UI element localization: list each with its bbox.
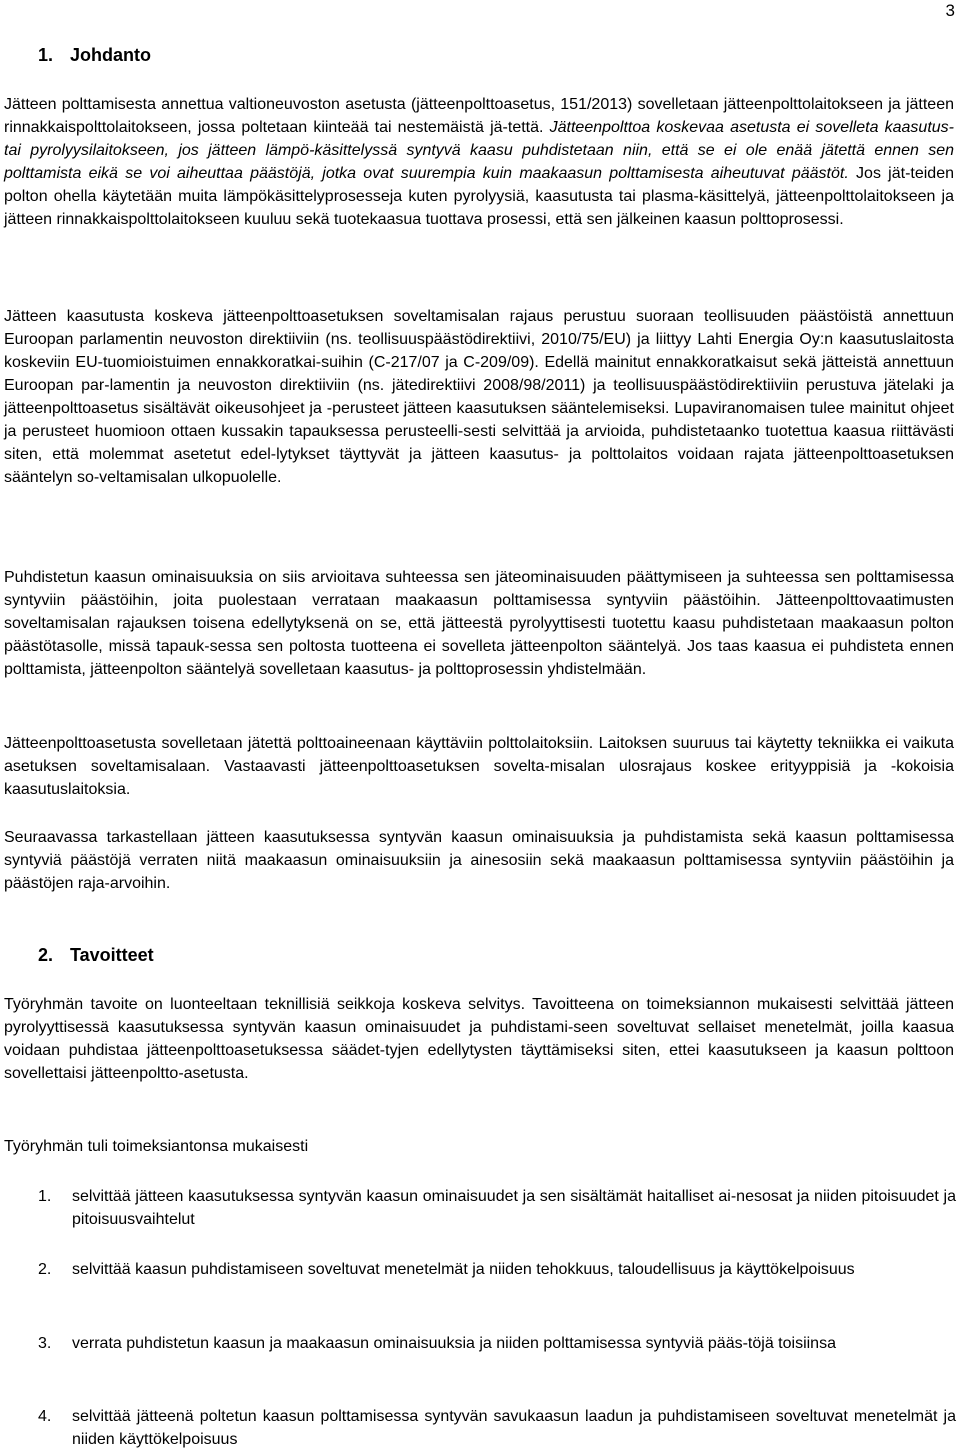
section-heading-johdanto <box>38 43 151 67</box>
list-item-number: 3. <box>38 1335 52 1352</box>
list-item-number: 4. <box>38 1408 52 1425</box>
paragraph-intro <box>4 93 954 231</box>
paragraph-italic-text: Jätteenpolttoa koskevaa asetusta ei sovelleta kaasutus- tai pyrolyysilaitokseen, jos jätteen lämpö-käsittelyssä syntyvä kaasu puhdistetaan niin, että se ei ole enää jätettä ennen sen polttamista eikä se voi aiheuttaa päästöjä, jotka ovat suurempia kuin maakaasun polttamisesta aiheutuvat päästöt. <box>4 119 954 182</box>
paragraph-tavoite: Työryhmän tavoite on luonteeltaan teknillisiä seikkoja koskeva selvitys. Tavoitteena on toimeksiannon mukaisesti selvittää jätteen pyrolyyttisessä kaasutuksessa syntyvän kaasun ominaisuudet ja puhdistami-seen soveltuvat sellaiset menetelmät, joilla kaasua voidaan puhdistaa jätteenpolttoasetuksessa säädet-tyjen edellytysten täyttämiseksi siten, ettei kaasutukseen ja kaasun polttoon sovellettaisi jätteenpoltto-asetusta. <box>4 996 954 1082</box>
paragraph-puhdistettu-kaasu: Puhdistetun kaasun ominaisuuksia on siis arvioitava suhteessa sen jäteominaisuuden päättymiseen ja suhteessa sen polttamisessa syntyviin päästöihin, joita puolestaan verrataan maakaasun polttamisessa syntyviin päästöihin. Jätteenpolttovaatimusten soveltamisalan rajauksen toisena edellytyksenä on se, että jätteestä pyrolyyttisesti tuotettu kaasu puhdistetaan maakaasun polton päästötasolle, missä tapauk-sessa sen poltosta tuotteena ei sovelleta jätteenpolton sääntelyä. Jos taas kaasua ei puhdisteta ennen polttamista, jätteenpolton sääntelyä sovelletaan kaasutus- ja polttoprosessin yhdistelmään. <box>4 569 954 678</box>
section-title: Tavoitteet <box>70 945 154 965</box>
list-item-text: selvittää jätteenä poltetun kaasun polttamisessa syntyvän savukaasun laadun ja puhdistamiseen soveltuvat menetelmät ja niiden käyttökelpoisuus <box>72 1408 956 1448</box>
list-item <box>0 1405 960 1451</box>
list-item <box>0 1185 960 1231</box>
paragraph-kaasutus-rajaus: Jätteen kaasutusta koskeva jätteenpolttoasetuksen soveltamisalan rajaus perustuu suoraan teollisuuden päästöistä annettuun Euroopan parlamentin neuvoston direktiiviin (ns. teollisuuspäästödirektiivi, 2010/75/EU) ja liittyy Lahti Energia Oy:n kaasutuslaitosta koskeviin EU-tuomioistuimen ennakkoratkai-suihin (C-217/07 ja C-209/09). Edellä mainitut ennakkoratkaisut sekä jätteistä annettuun Euroopan par-lamentin ja neuvoston direktiiviin (ns. jätedirektiivi 2008/98/2011) ja teollisuuspäästödirektiiviin perustuva jätelaki ja jätteenpolttoasetus sisältävät oikeusohjeet ja -perusteet jätteen kaasutuksen sääntelemiseksi. Lupaviranomaisen tulee mainitut ohjeet ja perusteet huomioon ottaen kussakin tapauksessa perusteelli-sesti selvittää ja arvioida, puhdistetaanko tuotettua kaasua riittävästi siten, että molemmat asetetut edel-lytykset täyttyvät ja jätteen kaasutus- ja polttolaitos voidaan rajata jätteenpolttoasetuksen sääntelyn so-veltamisalan ulkopuolelle. <box>4 308 954 486</box>
list-item-number: 2. <box>38 1261 52 1278</box>
paragraph-soveltamisala: Jätteenpolttoasetusta sovelletaan jätettä polttoaineenaan käyttäviin polttolaitoksiin. Laitoksen suuruus tai käytetty tekniikka ei vaikuta asetuksen soveltamisalaan. Vastaavasti jätteenpolttoasetuksen sovelta-misalan ulosrajaus koskee erityyppisiä ja -kokoisia kaasutuslaitoksia. <box>4 735 954 798</box>
paragraph-text: Jos jät-teiden polton ohella käytetään muita lämpökäsittelyprosesseja kuten pyrolyysiä, kaasutusta tai plasma-käsittelyä, jätteenpolttolaitokseen ja jätteen rinnakkaispolttolaitokseen kuuluu sekä tuotekaasua tuottava prosessi, että sen jälkeinen kaasun polttoprosessi. <box>4 165 955 228</box>
section-number: 2. <box>38 945 54 965</box>
list-item <box>0 1332 960 1355</box>
list-item-number: 1. <box>38 1188 52 1205</box>
paragraph-text: Jätteen polttamisesta annettua valtioneuvoston asetusta (jätteenpolttoasetus, 151/2013) sovelletaan jätteenpolttolaitokseen ja jätteen rinnakkaispolttolaitokseen, jossa poltetaan kiinteää tai nestemäistä jä-tettä. <box>4 96 954 136</box>
section-number: 1. <box>38 45 54 65</box>
list-item-text: selvittää kaasun puhdistamiseen soveltuvat menetelmät ja niiden tehokkuus, taloudellisuus ja käyttökelpoisuus <box>72 1261 855 1278</box>
paragraph-seuraavassa: Seuraavassa tarkastellaan jätteen kaasutuksessa syntyvän kaasun ominaisuuksia ja puhdistamista sekä kaasun polttamisessa syntyviä päästöjä verraten niitä maakaasun ominaisuuksiin ja ainesosiin sekä maakaasun polttamisessa syntyviin päästöihin ja päästöjen raja-arvoihin. <box>4 829 954 892</box>
section-heading-tavoitteet <box>38 943 154 967</box>
list-item <box>0 1258 960 1281</box>
list-item-text: selvittää jätteen kaasutuksessa syntyvän kaasun ominaisuudet ja sen sisältämät haitalliset ai-nesosat ja niiden pitoisuudet ja pitoisuusvaihtelut <box>72 1188 956 1228</box>
list-item-text: verrata puhdistetun kaasun ja maakaasun ominaisuuksia ja niiden polttamisessa syntyviä pääs-töjä toisiinsa <box>72 1335 836 1352</box>
section-title: Johdanto <box>70 45 151 65</box>
paragraph-toimeksianto: Työryhmän tuli toimeksiantonsa mukaisesti <box>4 1138 309 1155</box>
page-number: 3 <box>945 1 955 20</box>
